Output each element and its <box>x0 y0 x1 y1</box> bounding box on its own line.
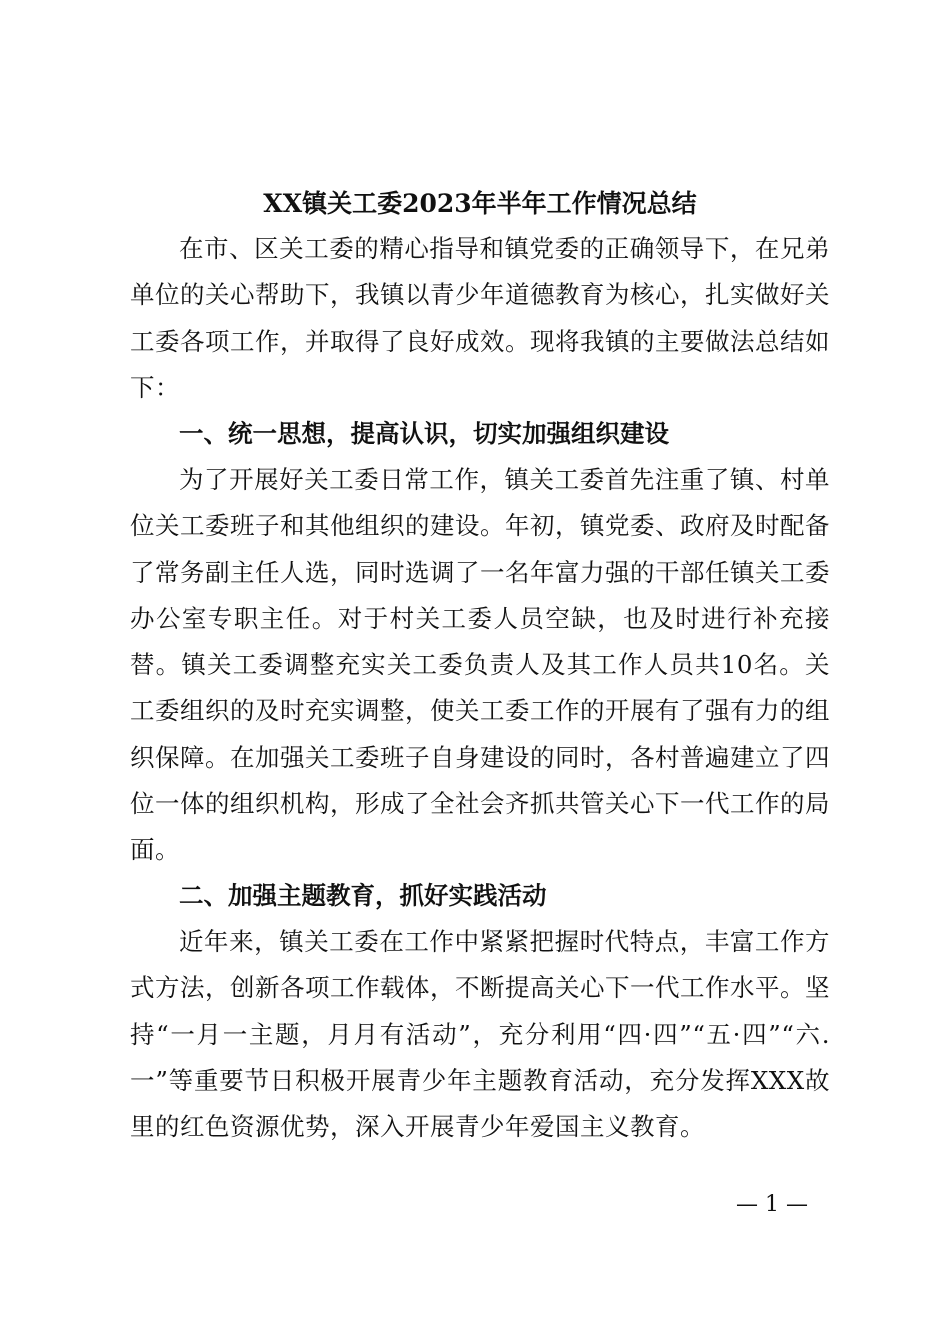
section-paragraph-1: 为了开展好关工委日常工作，镇关工委首先注重了镇、村单位关工委班子和其他组织的建设。年初，镇党委、政府及时配备了常务副主任人选，同时选调了一名年富力强的干部任镇关工委办公室专职主任。对于村关工委人员空缺，也及时进行补充接替。镇关工委调整充实关工委负责人及其工作人员共10名。关工委组织的及时充实调整，使关工委工作的开展有了强有力的组织保障。在加强关工委班子自身建设的同时，各村普遍建立了四位一体的组织机构，形成了全社会齐抓共管关心下一代工作的局面。 <box>130 465 830 865</box>
intro-paragraph: 在市、区关工委的精心指导和镇党委的正确领导下，在兄弟单位的关心帮助下，我镇以青少年道德教育为核心，扎实做好关工委各项工作，并取得了良好成效。现将我镇的主要做法总结如下： <box>130 234 830 402</box>
section-paragraph-2: 近年来，镇关工委在工作中紧紧把握时代特点，丰富工作方式方法，创新各项工作载体，不断提高关心下一代工作水平。坚持“一月一主题，月月有活动”，充分利用“四·四”“五·四”“六.一”等重要节日积极开展青少年主题教育活动，充分发挥XXX故里的红色资源优势，深入开展青少年爱国主义教育。 <box>130 927 830 1142</box>
document-title: XX镇关工委2023年半年工作情况总结 <box>263 189 697 218</box>
page-number: — 1 — <box>736 1192 808 1217</box>
section-heading-2: 二、加强主题教育，抓好实践活动 <box>179 881 547 910</box>
section-heading-1: 一、统一思想，提高认识，切实加强组织建设 <box>179 419 669 448</box>
